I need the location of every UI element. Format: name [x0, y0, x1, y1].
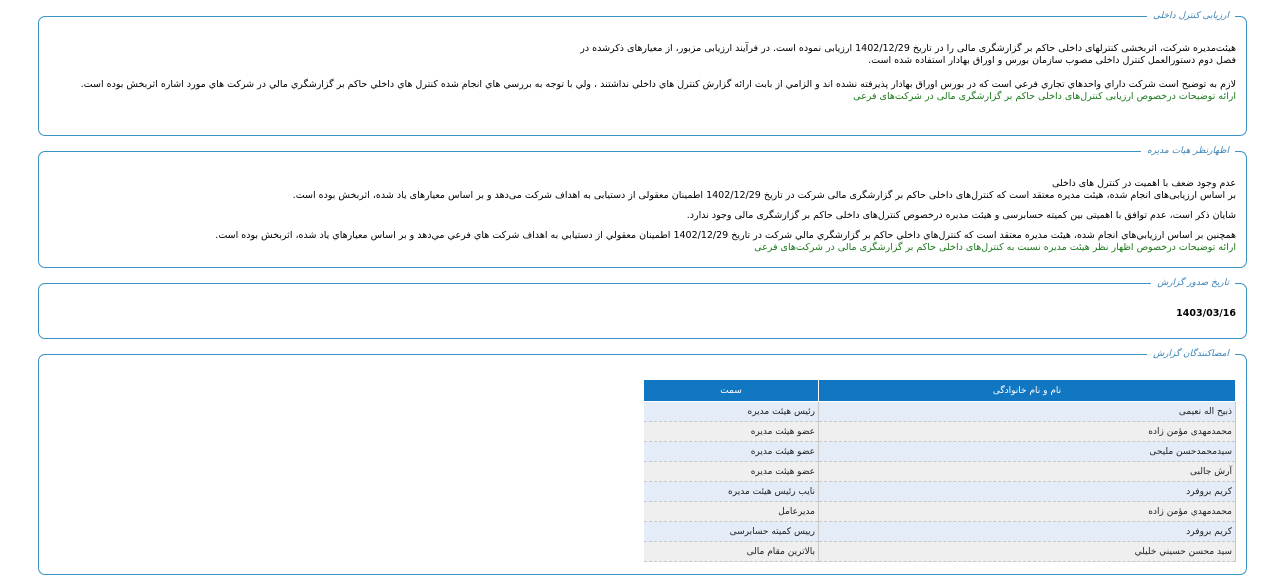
signers-table — [643, 380, 1236, 562]
internal-control-section — [38, 11, 1247, 136]
board-opinion-subsidiary-link[interactable]: ارائه توضیحات درخصوص اظهار نظر هیئت مدیره نسبت به کنترل‌های داخلی حاکم بر گزارشگری مالی در شرکت‌های فرعی — [754, 242, 1236, 253]
opinion-text: بر اساس ارزیابی‌های انجام شده، هیئت مدیره معتقد است که کنترل‌های داخلی حاکم بر گزارشگری مالی شرکت در تاریخ 1402/12/29 اطمینان معقولی از دستیابی به اهداف شرکت می‌دهد و بر اساس معیارهای یاد شده، اثربخش بوده است. — [292, 190, 1236, 201]
signer-name: کریم بروفرد — [819, 522, 1236, 542]
subsidiary-explanation-link[interactable]: ارائه توضیحات درخصوص ارزیابی کنترل‌های داخلی حاکم بر گزارشگری مالی در شرکت‌های فرعی — [853, 91, 1236, 102]
signer-position: عضو هیئت مدیره — [644, 462, 819, 482]
report-date-value: 1403/03/16 — [1176, 308, 1236, 319]
opinion-heading: عدم وجود ضعف با اهمیت در کنترل های داخلی — [1051, 178, 1236, 189]
signer-name: آرش جالبی — [819, 462, 1236, 482]
table-row — [644, 462, 1236, 482]
section-title: ارزیابی کنترل داخلی — [1147, 10, 1235, 23]
signer-position: رئیس هیئت مدیره — [644, 402, 819, 422]
column-header-position: سمت — [644, 380, 819, 402]
section-title: اظهارنظر هیات مدیره — [1141, 145, 1235, 158]
signer-name: سیدمحمدحسن ملیحی — [819, 442, 1236, 462]
signer-position: ريیس كميته حسابرسی — [644, 522, 819, 542]
signer-position: بالاترين مقام مالی — [644, 542, 819, 562]
section-title: امضاکنندگان گزارش — [1147, 348, 1235, 361]
signer-name: سيد محسن حسيني خليلي — [819, 542, 1236, 562]
signer-position: مديرعامل — [644, 502, 819, 522]
signer-name: محمدمهدي مؤمن زاده — [819, 502, 1236, 522]
evaluation-text-line1: هیئت‌مدیره شرکت، اثربخشی کنترلهای داخلی حاکم بر گزارشگری مالی را در تاریخ 1402/12/29 ارزیابی نموده است. در فرآیند ارزیابی مزبور، از معیارهای ذکرشده در — [580, 43, 1236, 54]
section-content — [69, 43, 1236, 103]
table-row — [644, 502, 1236, 522]
agreement-note: شایان ذکر است، عدم توافق با اهمیتی بین کمیته حسابرسی و هیئت مدیره درخصوص کنترل‌های داخلی حاکم بر گزارشگری مالی وجود ندارد. — [686, 210, 1236, 221]
section-title: تاریخ صدور گزارش — [1151, 277, 1235, 290]
signer-position: عضو هیئت مدیره — [644, 442, 819, 462]
table-row — [644, 402, 1236, 422]
signers-section — [38, 349, 1247, 575]
board-opinion-section — [38, 146, 1247, 268]
section-content — [69, 178, 1236, 254]
subsidiary-note: لازم به توضیح است شرکت داراي واحدهاي تجاري فرعي است كه در بورس اوراق بهادار پذيرفته نشده اند و الزامي از بابت ارائه گزارش كنترل هاي داخلي نداشتند ، ولي با توجه به بررسي هاي انجام شده كنترل هاي داخلي حاكم بر گزارشگري مالي در شركت هاي مورد اشاره اثربخش بوده است. — [80, 79, 1236, 90]
signer-position: نایب رئیس هیئت مدیره — [644, 482, 819, 502]
subsidiary-opinion-text: همچنين بر اساس ارزيابي‌هاي انجام شده، هيئت مديره معتقد است كه كنترل‌هاي داخلي حاكم بر گزارشگري مالي شركت در تاريخ 1402/12/29 اطمينان معقولي از دستيابي به اهداف شركت هاي فرعي مي‌دهد و بر اساس معيارهاي ياد شده، اثربخش بوده است. — [215, 230, 1236, 241]
signer-name: محمدمهدی مؤمن زاده — [819, 422, 1236, 442]
column-header-name: نام و نام خانوادگی — [819, 380, 1236, 402]
table-row — [644, 422, 1236, 442]
table-row — [644, 442, 1236, 462]
report-date-section — [38, 278, 1247, 339]
signer-position: عضو هیئت مدیره — [644, 422, 819, 442]
table-row — [644, 542, 1236, 562]
table-header-row — [644, 380, 1236, 402]
signer-name: ذبیح اله نعیمی — [819, 402, 1236, 422]
table-row — [644, 482, 1236, 502]
evaluation-text-line2: فصل دوم دستورالعمل کنترل داخلی مصوب سازمان بورس و اوراق بهادار استفاده شده است. — [868, 55, 1236, 66]
signer-name: کریم بروفرد — [819, 482, 1236, 502]
table-row — [644, 522, 1236, 542]
